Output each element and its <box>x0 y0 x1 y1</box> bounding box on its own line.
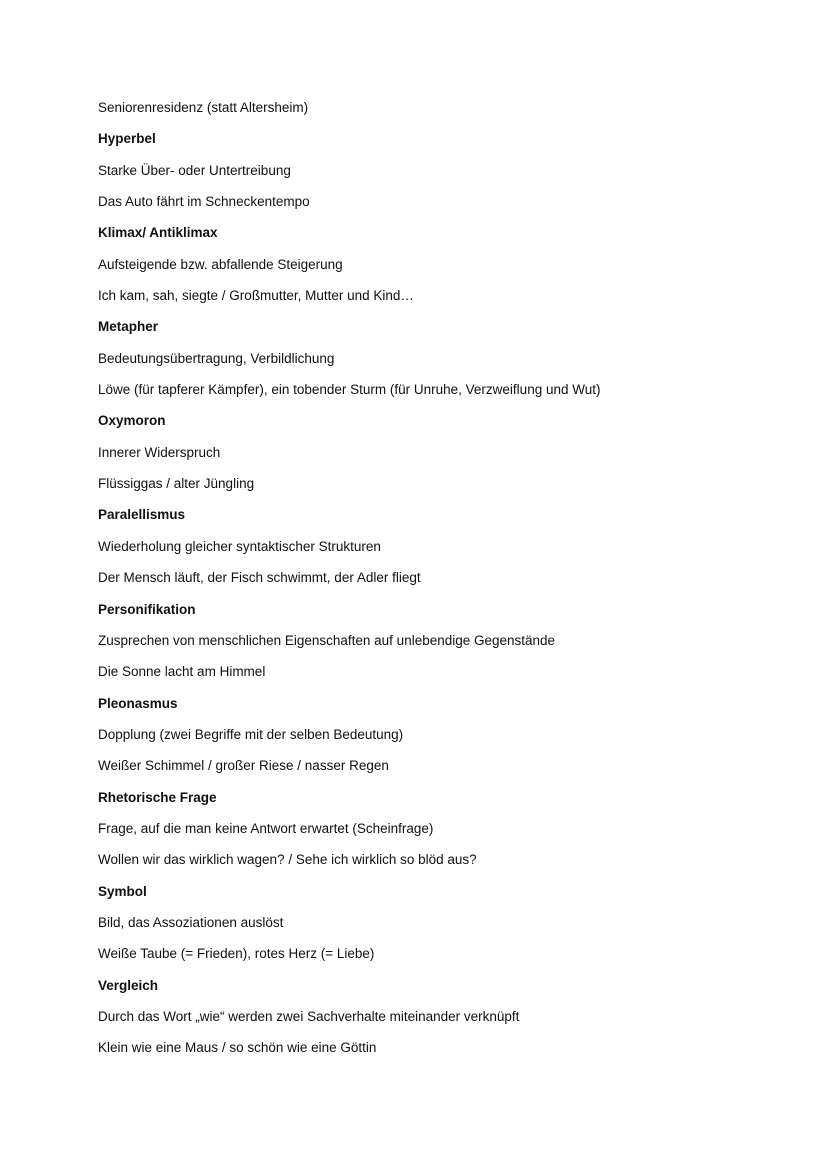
document-page <box>98 98 798 1070</box>
entry-example: Die Sonne lacht am Himmel <box>98 664 266 680</box>
entry-example: Flüssiggas / alter Jüngling <box>98 476 255 492</box>
entry-metapher <box>98 317 798 411</box>
entry-definition: Starke Über- oder Untertreibung <box>98 162 291 178</box>
entry-klimax <box>98 223 798 317</box>
entry-term: Rhetorische Frage <box>98 789 217 805</box>
entry-definition: Bild, das Assoziationen auslöst <box>98 914 284 930</box>
entry-definition: Frage, auf die man keine Antwort erwartet (Scheinfrage) <box>98 820 434 836</box>
entry-term: Paralellismus <box>98 507 186 523</box>
entry-definition: Bedeutungsübertragung, Verbildlichung <box>98 350 335 366</box>
entry-term: Oxymoron <box>98 413 166 429</box>
entry-pleonasmus <box>98 694 798 788</box>
entry-example: Klein wie eine Maus / so schön wie eine Göttin <box>98 1040 377 1056</box>
entry-example: Weißer Schimmel / großer Riese / nasser Regen <box>98 758 389 774</box>
entry-example: Der Mensch läuft, der Fisch schwimmt, der Adler fliegt <box>98 570 421 586</box>
entry-term: Metapher <box>98 319 159 335</box>
intro-example: Seniorenresidenz (statt Altersheim) <box>98 100 309 115</box>
entry-term: Pleonasmus <box>98 695 178 711</box>
entry-vergleich <box>98 976 798 1070</box>
entry-oxymoron <box>98 411 798 505</box>
entry-hyperbel <box>98 129 798 223</box>
entry-definition: Durch das Wort „wie“ werden zwei Sachverhalte miteinander verknüpft <box>98 1008 520 1024</box>
entry-example: Ich kam, sah, siegte / Großmutter, Mutter und Kind… <box>98 288 414 304</box>
entry-definition: Innerer Widerspruch <box>98 444 221 460</box>
entry-rhetorische-frage <box>98 788 798 882</box>
entry-term: Klimax/ Antiklimax <box>98 225 218 241</box>
entry-definition: Aufsteigende bzw. abfallende Steigerung <box>98 256 343 272</box>
entry-paralellismus <box>98 505 798 599</box>
entry-definition: Wiederholung gleicher syntaktischer Strukturen <box>98 538 381 554</box>
entry-definition: Dopplung (zwei Begriffe mit der selben Bedeutung) <box>98 726 404 742</box>
entry-term: Personifikation <box>98 601 196 617</box>
entry-term: Vergleich <box>98 977 159 993</box>
entry-symbol <box>98 882 798 976</box>
entry-example: Das Auto fährt im Schneckentempo <box>98 194 310 210</box>
entry-term: Hyperbel <box>98 131 156 147</box>
entry-example: Wollen wir das wirklich wagen? / Sehe ich wirklich so blöd aus? <box>98 852 477 868</box>
entry-term: Symbol <box>98 883 147 899</box>
entry-example: Weiße Taube (= Frieden), rotes Herz (= Liebe) <box>98 946 375 962</box>
entry-personifikation <box>98 600 798 694</box>
entry-definition: Zusprechen von menschlichen Eigenschaften auf unlebendige Gegenstände <box>98 632 556 648</box>
entry-example: Löwe (für tapferer Kämpfer), ein tobender Sturm (für Unruhe, Verzweiflung und Wut) <box>98 382 601 398</box>
